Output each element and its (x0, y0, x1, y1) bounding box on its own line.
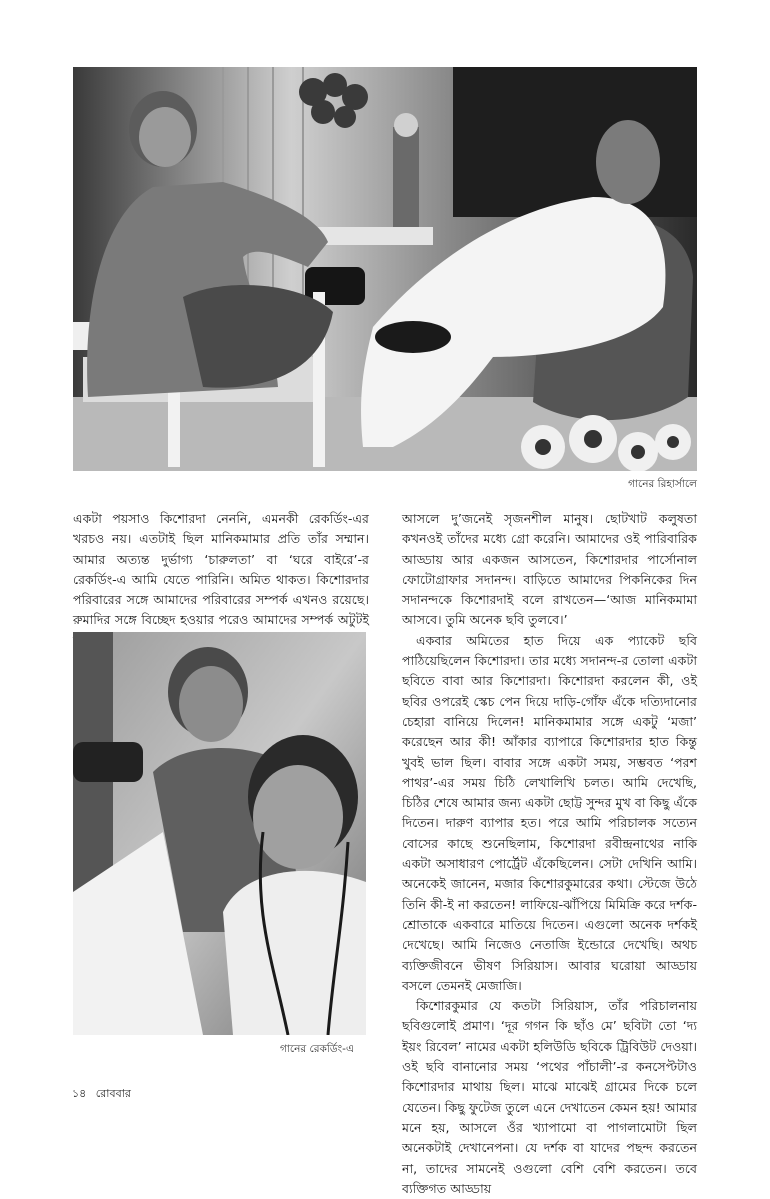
paragraph: আসলে দু’জনেই সৃজনশীল মানুষ। ছোটখাট কলুষতা কখনওই তাঁদের মধ্যে গ্রো করেনি। আমাদের ওই পারিবারিক আড্ডায় আর একজন আসতেন, কিশোরদার পার্সোনাল ফোটোগ্রাফার সদানন্দ। বাড়িতে আমাদের পিকনিকের দিন সদানন্দকে কিশোরদাই বলে রাখতেন—‘আজ মানিকমামা আসবে। তুমি অনেক ছবি তুলবে।’ (402, 511, 697, 628)
paragraph: কিশোরকুমার যে কতটা সিরিয়াস, তাঁর পরিচালনায় ছবিগুলোই প্রমাণ। ‘দূর গগন কি ছাঁও মে’ ছবিটা তো ‘দ্য ইয়ং রিবেল’ নামের একটা হলিউডি ছবিকে ট্রিবিউট দেওয়া। ওই ছবি বানানোর সময় ‘পথের পাঁচালী’-র কনসেপ্টটাও কিশোরদার মাথায় ছিল। মাঝে মাঝেই গ্রামের দিকে চলে যেতেন। কিছু ফুটেজ তুলে এনে দেখাতেন কেমন হয়! আমার মনে হয়, আসলে ওঁর খ্যাপামো বা পাগলামোটা ছিল অনেকটাই দেখানেপনা। যে দর্শক বা যাদের পছন্দ করতেন না, তাদের সামনেই ওগুলো বেশি বেশি করতেন। তবে ব্যক্তিগত আড্ডায় (402, 998, 697, 1196)
page-footer (72, 1085, 131, 1104)
photo-recording (73, 632, 366, 1035)
paragraph: একটা পয়সাও কিশোরদা নেননি, এমনকী রেকর্ডিং-এর খরচও নয়। এতটাই ছিল মানিকমামার প্রতি তাঁর সম্মান। আমার অত্যন্ত দুর্ভাগ্য ‘চারুলতা’ বা ‘ঘরে বাইরে’-র রেকর্ডিং-এ আমি যেতে পারিনি। অমিত থাকত। কিশোরদার পরিবারের সঙ্গে আমাদের পরিবারের সম্পর্ক এখনও রয়েছে। রুমাদির সঙ্গে বিচ্ছেদ হওয়ার পরেও আমাদের সম্পর্ক অটুটই (73, 511, 369, 628)
magazine-name: রোববার (95, 1087, 131, 1100)
paragraph: একবার অমিতের হাত দিয়ে এক প্যাকেট ছবি পাঠিয়েছিলেন কিশোরদা। তার মধ্যে সদানন্দ-র তোলা একটা ছবিতে বাবা আর কিশোরদা। কিশোরদা করলেন কী, ওই ছবির ওপরেই স্কেচ পেন দিয়ে দাড়ি-গোঁফ এঁকে দত্যিদানোর চেহারা বানিয়ে দিলেন! মানিকমামার সঙ্গে একটু ‘মজা’ করেছেন আর কী! আঁকার ব্যাপারে কিশোরদার হাত কিন্তু খুবই ভাল ছিল। বাবার সঙ্গে একটা সময়, সম্ভবত ‘পরশ পাথর’-এর সময় চিঠি লেখালিখি চলত। আমি দেখেছি, চিঠির শেষে আমার জন্য একটা ছোট্ট সুন্দর মুখ বা কিছু এঁকে দিতেন। দারুণ ব্যাপার হত। পরে আমি পরিচালক সত্যেন বোসের কাছে শুনেছিলাম, কিশোরদা রবীন্দ্রনাথের নাকি একটা অসাধারণ পোর্ট্রেট এঁকেছিলেন। সেটা দেখিনি আমি। অনেকেই জানেন, মজার কিশোরকুমারের কথা। স্টেজে উঠে তিনি কী-ই না করতেন! লাফিয়ে-ঝাঁপিয়ে মিমিক্রি করে দর্শক-শ্রোতাকে একবারে মাতিয়ে দিতেন। এগুলো অনেক দর্শকই দেখেছে। আমি নিজেও নেতাজি ইন্ডোরে দেখেছি। অথচ ব্যক্তিজীবনে ভীষণ সিরিয়াস। আবার ঘরোয়া আড্ডায় বসলে তেমনই মেজাজি। (402, 632, 697, 993)
photo-rehearsal (73, 67, 697, 471)
article-column-right (402, 509, 697, 1199)
page-number: ১৪ (72, 1087, 87, 1100)
photo-caption-recording: গানের রেকর্ডিং-এ (280, 1043, 354, 1055)
photo-caption-rehearsal: গানের রিহার্সালে (628, 478, 697, 490)
article-column-left (73, 509, 369, 651)
